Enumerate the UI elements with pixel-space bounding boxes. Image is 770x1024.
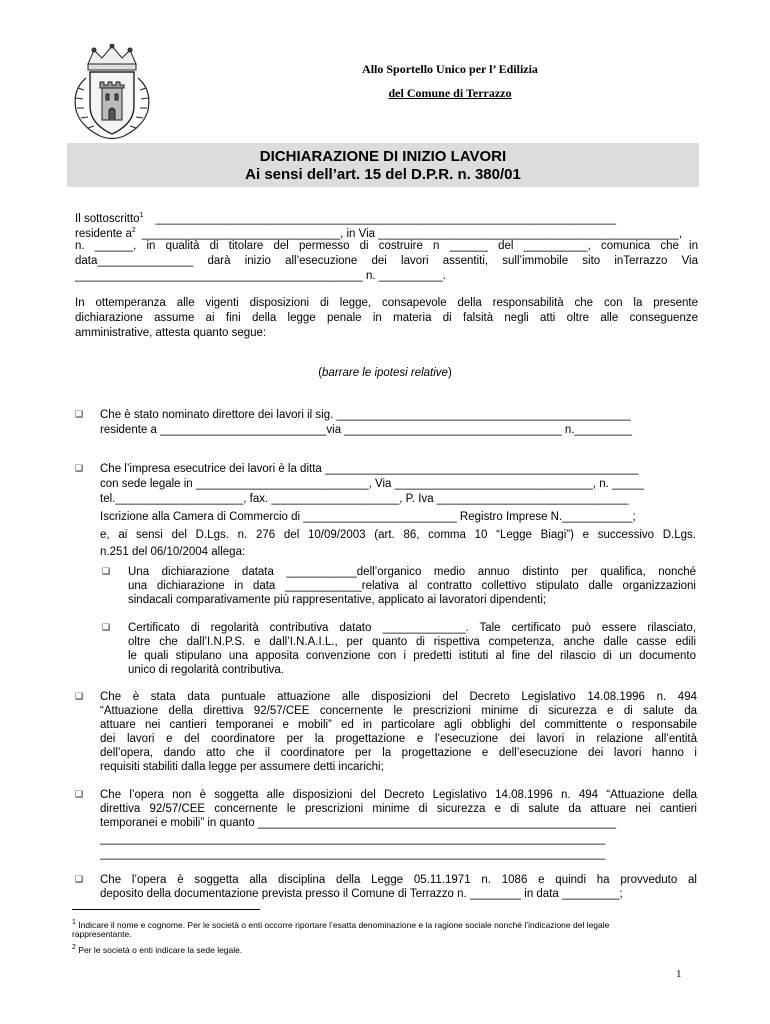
intro-line-2: residente $a^2$ _______________________________, in Via _______________________________________________,: [75, 227, 683, 240]
document-title: DICHIARAZIONE DI INIZIO LAVORI: [259, 148, 507, 165]
intro-line-5: _____________________________________________ n. __________.: [75, 270, 446, 282]
safety-line-3: attuare nei cantieri temporanei e mobili” ed in particolare agli obblighi del committente o responsabile: [100, 719, 697, 731]
durc-line-1: Certificato di regolarità contributiva datato _____________. Tale certificato può essere rilasciato,: [128, 622, 696, 634]
director-line-1: Che è stato nominato direttore dei lavori il sig. ______________________________________________: [100, 409, 631, 421]
company-line-1: Che l’impresa esecutrice dei lavori è la ditta _________________________________________________: [100, 463, 639, 475]
footnote-2: $^2$ Per le società o enti indicare la sede legale.: [72, 944, 243, 955]
recipient-line-1: Allo Sportello Unico per l’ Edilizia: [362, 62, 538, 76]
coat-of-arms-logo: [66, 44, 158, 142]
checkbox-safety-compliance[interactable]: ❑: [75, 691, 84, 701]
checkbox-not-subject[interactable]: ❑: [75, 789, 84, 799]
document-subtitle: Ai sensi dell’art. 15 del D.P.R. n. 380/01: [245, 166, 521, 183]
checkbox-law-1086[interactable]: ❑: [75, 874, 84, 884]
barrare-note: (barrare le ipotesi relative): [318, 367, 452, 379]
staff-line-1: Una dichiarazione datata ___________dell’organico medio annuo distinto per qualifica, nonché: [128, 566, 696, 578]
footnote-divider: [72, 909, 260, 910]
premise-line-2: dichiarazione assume ai fini della legge penale in materia di falsità negli atti oltre alle conseguenze: [75, 312, 698, 324]
safety-line-1: Che è stata data puntuale attuazione alle disposizioni del Decreto Legislativo 14.08.1996 n. 494: [100, 691, 697, 703]
staff-line-3: sindacali comparativamente più rappresentative, applicato ai lavoratori dipendenti;: [128, 594, 547, 606]
safety-line-4: dei lavori e del coordinatore per la progettazione e l’esecuzione dei lavori in relazione all’entità: [100, 733, 697, 745]
company-line-3: tel.____________________, fax. ____________________, P. Iva ______________________________: [100, 493, 629, 505]
durc-line-2: oltre che dall’I.N.P.S. e dall’I.N.A.I.L., per quanto di rispettiva competenza, anche dalle casse edili: [128, 636, 696, 648]
title-band: [67, 143, 699, 187]
not-subject-line-2: direttiva 92/57/CEE concernente le prescrizioni minime di sicurezza e di salute da attuare nei cantieri: [100, 803, 697, 815]
recipient-header: [300, 57, 600, 105]
not-subject-line-5: _______________________________________________________________________________: [100, 848, 606, 860]
intro-line-4: data_______________ darà inizio all’esecuzione dei lavori assentiti, sull’immobile sito inTerrazzo Via: [75, 255, 698, 267]
not-subject-line-4: _______________________________________________________________________________: [100, 833, 606, 845]
checkbox-staff-declaration[interactable]: ❑: [102, 566, 111, 576]
intro-line-3: n. ______, in qualità di titolare del permesso di costruire n ______ del __________, comunica che in: [75, 240, 698, 252]
durc-line-3: le quali stipulano una apposita convenzione con i predetti istituti al fine del rilascio di un documento: [128, 650, 696, 662]
company-line-5: e, ai sensi del D.Lgs. n. 276 del 10/09/2003 (art. 86, comma 10 “Legge Biagi”) e successivo D.Lgs.: [100, 529, 696, 541]
recipient-line-2: del Comune di Terrazzo: [388, 86, 512, 100]
footnote-1: $^1$ Indicare il nome e cognome. Per le società o enti occorre riportare l’esatta denominazione e la ragione sociale nonché l’indicazione del legale: [72, 919, 610, 930]
safety-line-6: requisiti stabiliti dalla legge per assumere detti incarichi;: [100, 761, 384, 773]
company-line-2: con sede legale in ___________________________, Via _______________________________, n. _____: [100, 478, 645, 490]
not-subject-line-3: temporanei e mobili” in quanto ________________________________________________________: [100, 817, 617, 829]
law-1086-line-1: Che l’opera è soggetta alla disciplina della Legge 05.11.1971 n. 1086 e quindi ha provveduto al: [100, 874, 697, 886]
not-subject-line-1: Che l’opera non è soggetta alle disposizioni del Decreto Legislativo 14.08.1996 n. 494 “Attuazione della: [100, 789, 697, 801]
premise-line-3: amministrative, attesta quanto segue:: [75, 327, 267, 339]
company-line-4: Iscrizione alla Camera di Commercio di ________________________ Registro Imprese N.___________;: [100, 511, 636, 523]
safety-line-2: “Attuazione della direttiva 92/57/CEE concernente le prescrizioni minime di sicurezza e di salute da: [100, 705, 697, 717]
checkbox-company[interactable]: ❑: [75, 463, 84, 473]
intro-line-1: Il sottoscritto$^1$ ________________________________________________________________________: [75, 212, 616, 225]
footnote-1-continued: rappresentante.: [72, 929, 132, 939]
premise-line-1: In ottemperanza alle vigenti disposizioni di legge, consapevole della responsabilità che con la presente: [75, 297, 698, 309]
company-line-6: n.251 del 06/10/2004 allega:: [100, 546, 246, 558]
safety-line-5: dell’opera, dando atto che il coordinatore per la progettazione e dell’esecuzione dei lavori hanno i: [100, 747, 697, 759]
checkbox-director[interactable]: ❑: [75, 409, 84, 419]
law-1086-line-2: deposito della documentazione prevista presso il Comune di Terrazzo n. ________ in data _________;: [100, 888, 623, 900]
director-line-2: residente a __________________________via __________________________________ n._________: [100, 424, 633, 436]
checkbox-durc[interactable]: ❑: [102, 622, 111, 632]
staff-line-2: una dichiarazione in data ____________relativa al contratto collettivo stipulato dalle organizzazioni: [128, 580, 696, 592]
durc-line-4: unico di regolarità contributiva.: [128, 664, 284, 676]
page-number: 1: [676, 968, 682, 980]
